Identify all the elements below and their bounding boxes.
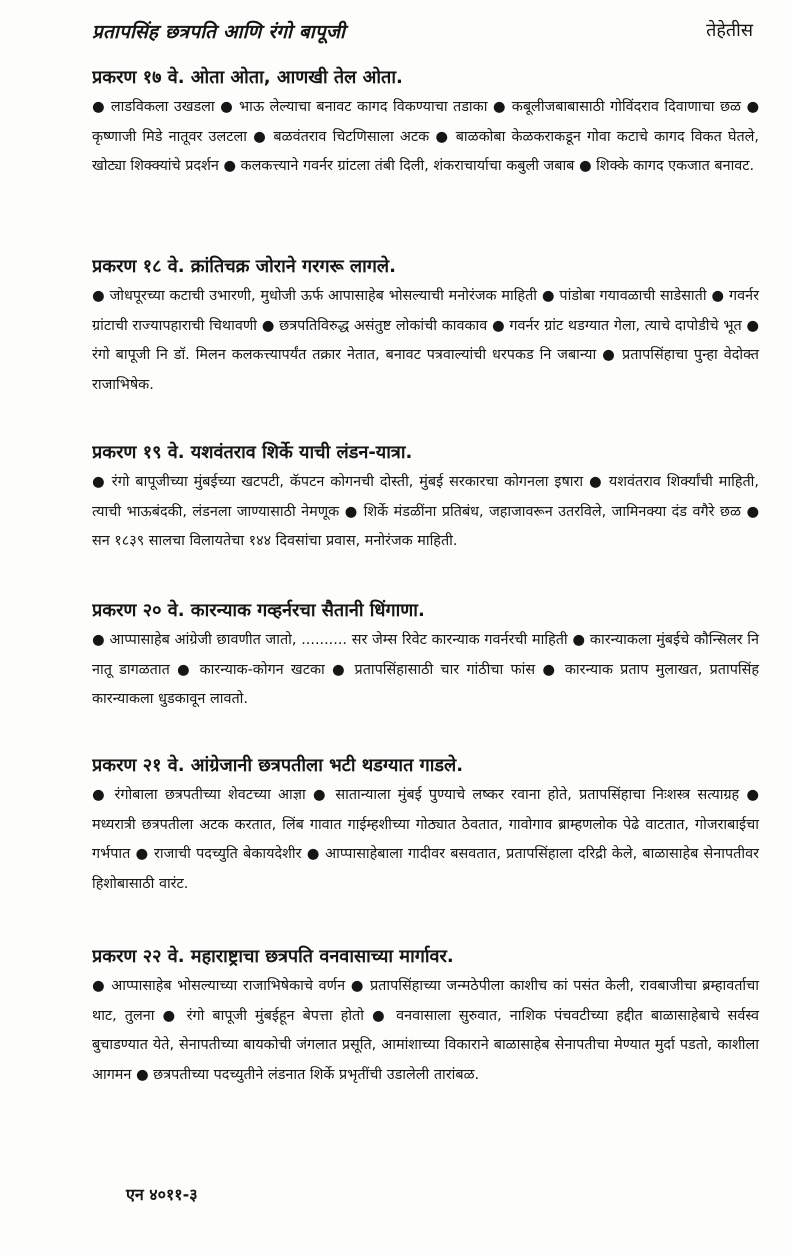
chapter-list <box>92 62 759 1090</box>
running-title: प्रतापसिंह छत्रपति आणि रंगो बापूजी <box>92 21 346 43</box>
chapter-21 <box>92 750 759 941</box>
chapter-22 <box>92 941 759 1090</box>
chapter-19 <box>92 437 759 595</box>
chapter-title: प्रकरण १९ वे. यशवंतराव शिर्के याची लंडन-यात्रा. <box>92 442 413 463</box>
chapter-summary: ● लाडविकला उखडला ● भाऊ लेल्याचा बनावट कागद विकण्याचा तडाका ● कबूलीजबाबासाठी गोविंदराव दिवाणाचा छळ ● कृष्णाजी मिडे नातूवर उलटला ● बळवंतराव चिटणिसाला अटक ● बाळकोबा केळकराकडून गोवा कटाचे कागद विकत घेतले, खोट्या शिक्क्यांचे प्रदर्शन ● कलकत्त्याने गवर्नर ग्रांटला तंबी दिली, शंकराचार्याचा कबुली जबाब ● शिक्के कागद एकजात बनावट. <box>92 99 759 174</box>
chapter-summary: ● रंगोबाला छत्रपतीच्या शेवटच्या आज्ञा ● सातान्याला मुंबई पुण्याचे लष्कर रवाना होते, प्रतापसिंहाचा निःशस्त्र सत्याग्रह ● मध्यरात्री छत्रपतीला अटक करतात, लिंब गावात गाईम्हशीच्या गोठ्यात ठेवतात, गावोगाव ब्राम्हणलोक पेढे वाटतात, गोजराबाईचा गर्भपात ● राजाची पदच्युति बेकायदेशीर ● आप्पासाहेबाला गादीवर बसवतात, प्रतापसिंहाला दरिद्री केले, बाळासाहेब सेनापतीवर हिशोबासाठी वारंट. <box>92 787 759 892</box>
chapter-title: प्रकरण २१ वे. आंग्रेजानी छत्रपतीला भटी थडग्यात गाडले. <box>92 755 464 776</box>
chapter-summary: ● रंगो बापूजीच्या मुंबईच्या खटपटी, कॅपटन कोगनची दोस्ती, मुंबई सरकारचा कोगनला इषारा ● यशवंतराव शिर्क्यांची माहिती, त्याची भाऊबंदकी, लंडनला जाण्यासाठी नेमणूक ● शिर्के मंडळींना प्रतिबंध, जहाजावरून उतरविले, जामिनक्या दंड वगैरे छळ ● सन १८३९ सालचा विलायतेचा १४४ दिवसांचा प्रवास, मनोरंजक माहिती. <box>92 474 759 549</box>
chapter-summary: ● आप्पासाहेब भोसल्याच्या राजाभिषेकाचे वर्णन ● प्रतापसिंहाच्या जन्मठेपीला काशीच कां पसंत केली, रावबाजीचा ब्रम्हावर्ताचा थाट, तुलना ● रंगो बापूजी मुंबईहून बेपत्ता होतो ● वनवासाला सुरुवात, नाशिक पंचवटीच्या हद्दीत बाळासाहेबाचे सर्वस्व बुचाडण्यात येते, सेनापतीच्या बायकोची जंगलात प्रसूति, आमांशाच्या विकाराने बाळासाहेब सेनापतीचा मेण्यात मुर्दा पडतो, काशीला आगमन ● छत्रपतीच्या पदच्युतीने लंडनात शिर्के प्रभृतींची उडालेली तारांबळ. <box>92 978 759 1083</box>
page-header <box>92 18 753 48</box>
chapter-summary: ● जोधपूरच्या कटाची उभारणी, मुधोजी ऊर्फ आपासाहेब भोसल्याची मनोरंजक माहिती ● पांडोबा गयावळाची साडेसाती ● गवर्नर ग्रांटाची राज्यापहाराची चिथावणी ● छत्रपतिविरुद्ध असंतुष्ट लोकांची कावकाव ● गवर्नर ग्रांट थडग्यात गेला, त्याचे दापोडीचे भूत ● रंगो बापूजी नि डॉ. मिलन कलकत्त्यापर्यंत तक्रार नेतात, बनावट पत्रवाल्यांची धरपकड नि जबान्या ● प्रतापसिंहाचा पुन्हा वेदोक्त राजाभिषेक. <box>92 288 759 393</box>
chapter-18 <box>92 251 759 437</box>
page-number: तेहेतीस <box>706 20 753 41</box>
chapter-17 <box>92 62 759 251</box>
chapter-20 <box>92 595 759 750</box>
chapter-title: प्रकरण २० वे. कारन्याक गव्हर्नरचा सैतानी धिंगाणा. <box>92 600 425 621</box>
chapter-title: प्रकरण १७ वे. ओता ओता, आणखी तेल ओता. <box>92 67 403 88</box>
chapter-title: प्रकरण १८ वे. क्रांतिचक्र जोराने गरगरू लागले. <box>92 256 396 277</box>
signature-code: एन ४०११-३ <box>126 1185 198 1204</box>
chapter-summary: ● आप्पासाहेब आंग्रेजी छावणीत जातो, .......... सर जेम्स रिवेट कारन्याक गवर्नरची माहिती ● कारन्याकला मुंबईचे कौन्सिलर नि नातू डागळतात ● कारन्याक-कोगन खटका ● प्रतापसिंहासाठी चार गांठीचा फांस ● कारन्याक प्रताप मुलाखत, प्रतापसिंह कारन्याकला धुडकावून लावतो. <box>92 632 759 707</box>
chapter-title: प्रकरण २२ वे. महाराष्ट्राचा छत्रपति वनवासाच्या मार्गावर. <box>92 946 454 967</box>
